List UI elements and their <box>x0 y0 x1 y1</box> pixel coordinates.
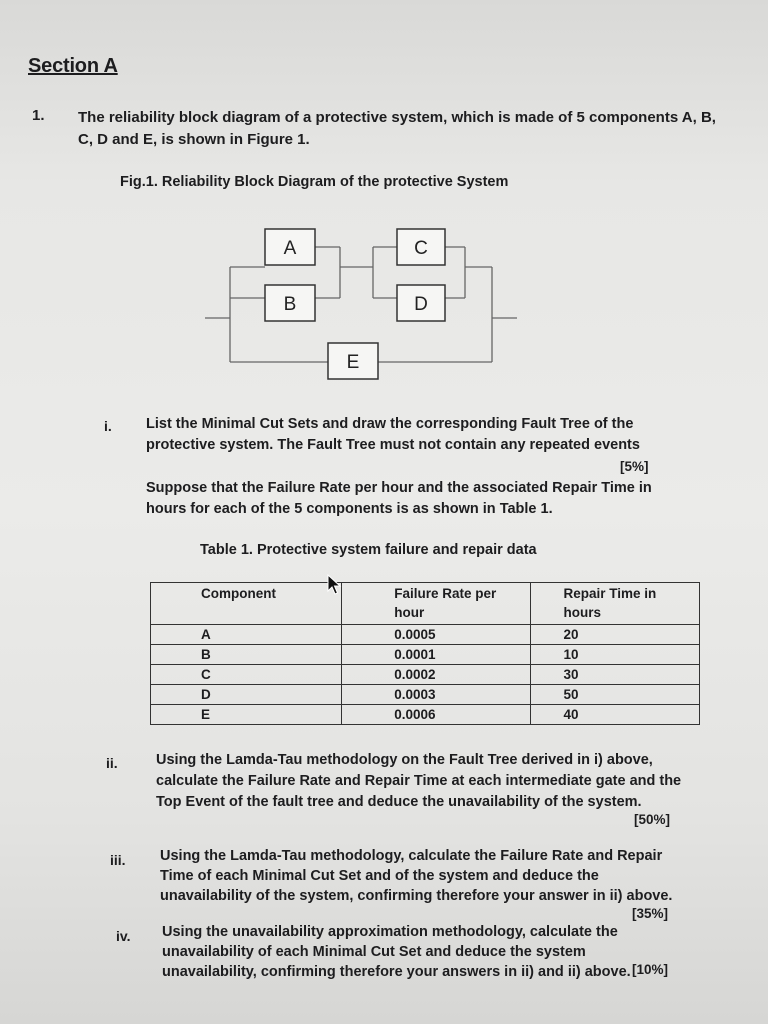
part-i-numeral: i. <box>104 418 112 434</box>
part-iii-numeral: iii. <box>110 852 126 868</box>
part-iv-text: Using the unavailability approximation methodology, calculate the unavailability of each Minimal Cut Set and deduce the system unavailability, confirming therefore your answers in ii) and ii) above. <box>162 924 631 980</box>
cell-repair-time: 40 <box>531 705 700 725</box>
table-caption: Table 1. Protective system failure and repair data <box>200 542 537 558</box>
table-row <box>151 665 700 685</box>
part-ii-text: Using the Lamda-Tau methodology on the Fault Tree derived in i) above, calculate the Failure Rate and Repair Time at each intermediate gate and the Top Event of the fault tree and deduce the unavailability of the system. <box>156 752 682 810</box>
question-number: 1. <box>32 107 45 124</box>
cell-failure-rate: 0.0006 <box>342 705 531 725</box>
block-a <box>265 229 315 265</box>
cell-component: D <box>151 685 342 705</box>
cell-component: C <box>151 665 342 685</box>
cell-repair-time: 50 <box>531 685 700 705</box>
svg-text:B: B <box>283 294 297 315</box>
part-iv-marks: [10%] <box>632 962 669 977</box>
block-e <box>328 343 378 379</box>
part-i-text: List the Minimal Cut Sets and draw the corresponding Fault Tree of the protective system. The Fault Tree must not contain any repeated events <box>146 416 640 453</box>
cell-repair-time: 30 <box>531 665 700 685</box>
section-title: Section A <box>28 55 118 77</box>
figure-caption: Fig.1. Reliability Block Diagram of the protective System <box>120 174 509 190</box>
svg-text:D: D <box>414 294 428 315</box>
svg-text:C: C <box>414 238 428 259</box>
data-table <box>150 582 700 725</box>
cell-repair-time: 10 <box>531 645 700 665</box>
cell-failure-rate: 0.0003 <box>342 685 531 705</box>
mouse-pointer-icon <box>327 574 343 596</box>
part-i-followup: Suppose that the Failure Rate per hour and the associated Repair Time in hours for each of the 5 components is as shown in Table 1. <box>146 480 652 517</box>
table-row <box>151 625 700 645</box>
svg-text:A: A <box>283 238 297 259</box>
part-iii-text: Using the Lamda-Tau methodology, calculate the Failure Rate and Repair Time of each Minimal Cut Set and of the system and deduce the unavailability of the system, confirming therefore your answer in ii) above. <box>160 848 673 904</box>
part-iv-numeral: iv. <box>116 928 131 944</box>
cell-failure-rate: 0.0002 <box>342 665 531 685</box>
table-row <box>151 705 700 725</box>
block-c <box>397 229 445 265</box>
reliability-block-diagram <box>195 215 525 385</box>
svg-text:E: E <box>346 352 360 373</box>
cell-component: A <box>151 625 342 645</box>
question-text: The reliability block diagram of a protective system, which is made of 5 components A, B, C, D and E, is shown in Figure 1. <box>78 109 716 148</box>
cell-failure-rate: 0.0005 <box>342 625 531 645</box>
table-row <box>151 645 700 665</box>
part-ii-numeral: ii. <box>106 755 118 771</box>
block-b <box>265 285 315 321</box>
block-d <box>397 285 445 321</box>
cell-component: B <box>151 645 342 665</box>
part-iii-marks: [35%] <box>632 906 669 921</box>
table-row <box>151 685 700 705</box>
header-failure-rate: Failure Rate per hour <box>342 583 531 625</box>
header-repair-time: Repair Time in hours <box>531 583 700 625</box>
part-i-marks: [5%] <box>620 459 649 474</box>
header-component: Component <box>151 583 342 625</box>
cell-component: E <box>151 705 342 725</box>
cell-failure-rate: 0.0001 <box>342 645 531 665</box>
table-header-row <box>151 583 700 625</box>
part-ii-marks: [50%] <box>634 812 671 827</box>
cell-repair-time: 20 <box>531 625 700 645</box>
